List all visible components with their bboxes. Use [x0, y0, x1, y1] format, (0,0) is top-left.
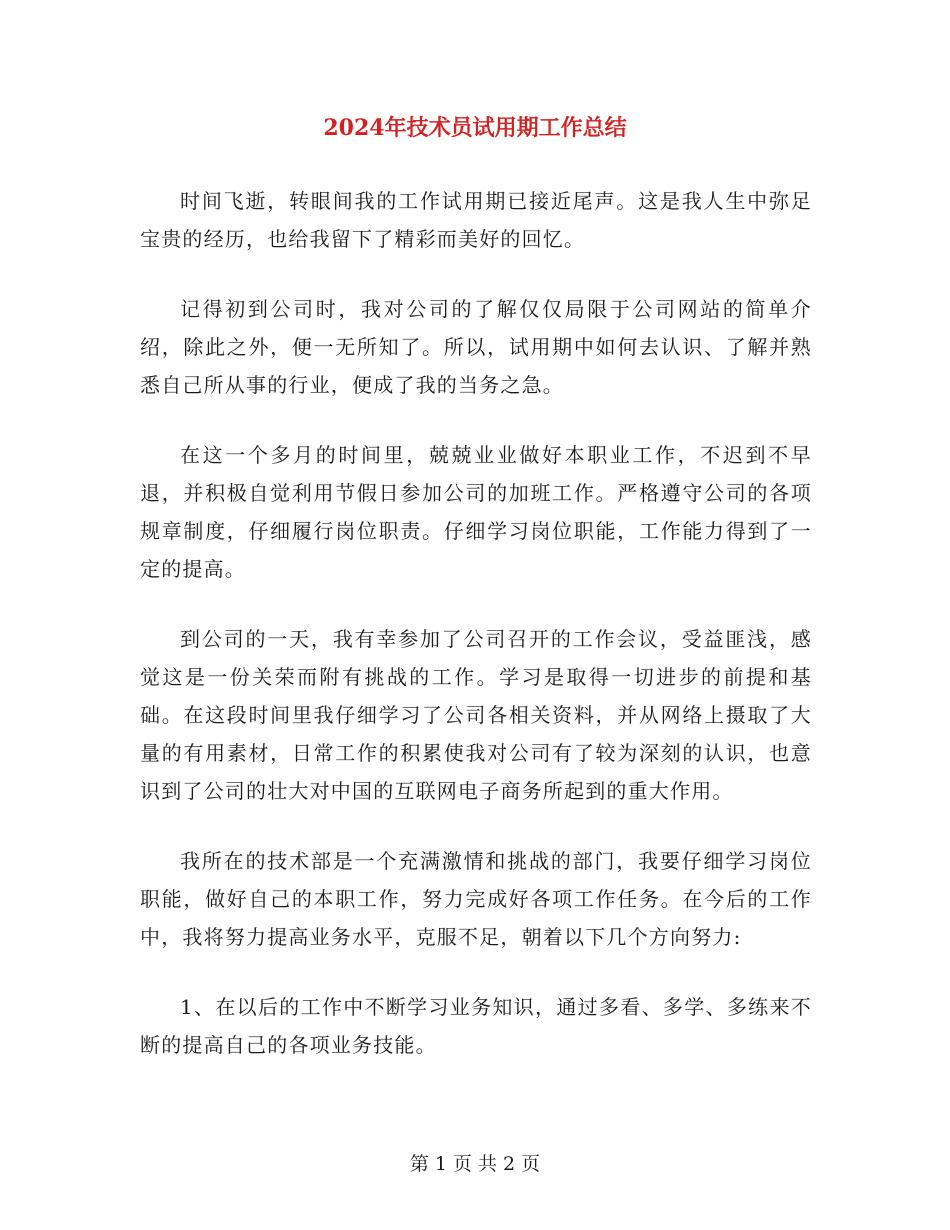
paragraph: 时间飞逝，转眼间我的工作试用期已接近尾声。这是我人生中弥足宝贵的经历，也给我留下了精彩而美好的回忆。 [140, 189, 812, 251]
paragraph: 1、在以后的工作中不断学习业务知识，通过多看、多学、多练来不断的提高自己的各项业务技能。 [140, 995, 812, 1057]
page-footer: 第 1 页 共 2 页 [409, 1153, 541, 1175]
document-title: 2024年技术员试用期工作总结 [323, 115, 627, 141]
paragraph: 记得初到公司时，我对公司的了解仅仅局限于公司网站的简单介绍，除此之外，便一无所知了。所以，试用期中如何去认识、了解并熟悉自己所从事的行业，便成了我的当务之急。 [140, 297, 812, 397]
document-body [140, 182, 812, 1096]
paragraph: 在这一个多月的时间里，兢兢业业做好本职业工作，不迟到不早退，并积极自觉利用节假日参加公司的加班工作。严格遵守公司的各项规章制度，仔细履行岗位职责。仔细学习岗位职能，工作能力得到了一定的提高。 [140, 443, 812, 581]
paragraph: 我所在的技术部是一个充满激情和挑战的部门，我要仔细学习岗位职能，做好自己的本职工作，努力完成好各项工作任务。在今后的工作中，我将努力提高业务水平，克服不足，朝着以下几个方向努力: [140, 849, 812, 949]
paragraph: 到公司的一天，我有幸参加了公司召开的工作会议，受益匪浅，感觉这是一份关荣而附有挑战的工作。学习是取得一切进步的前提和基础。在这段时间里我仔细学习了公司各相关资料，并从网络上摄取了大量的有用素材，日常工作的积累使我对公司有了较为深刻的认识，也意识到了公司的壮大对中国的互联网电子商务所起到的重大作用。 [140, 627, 812, 803]
